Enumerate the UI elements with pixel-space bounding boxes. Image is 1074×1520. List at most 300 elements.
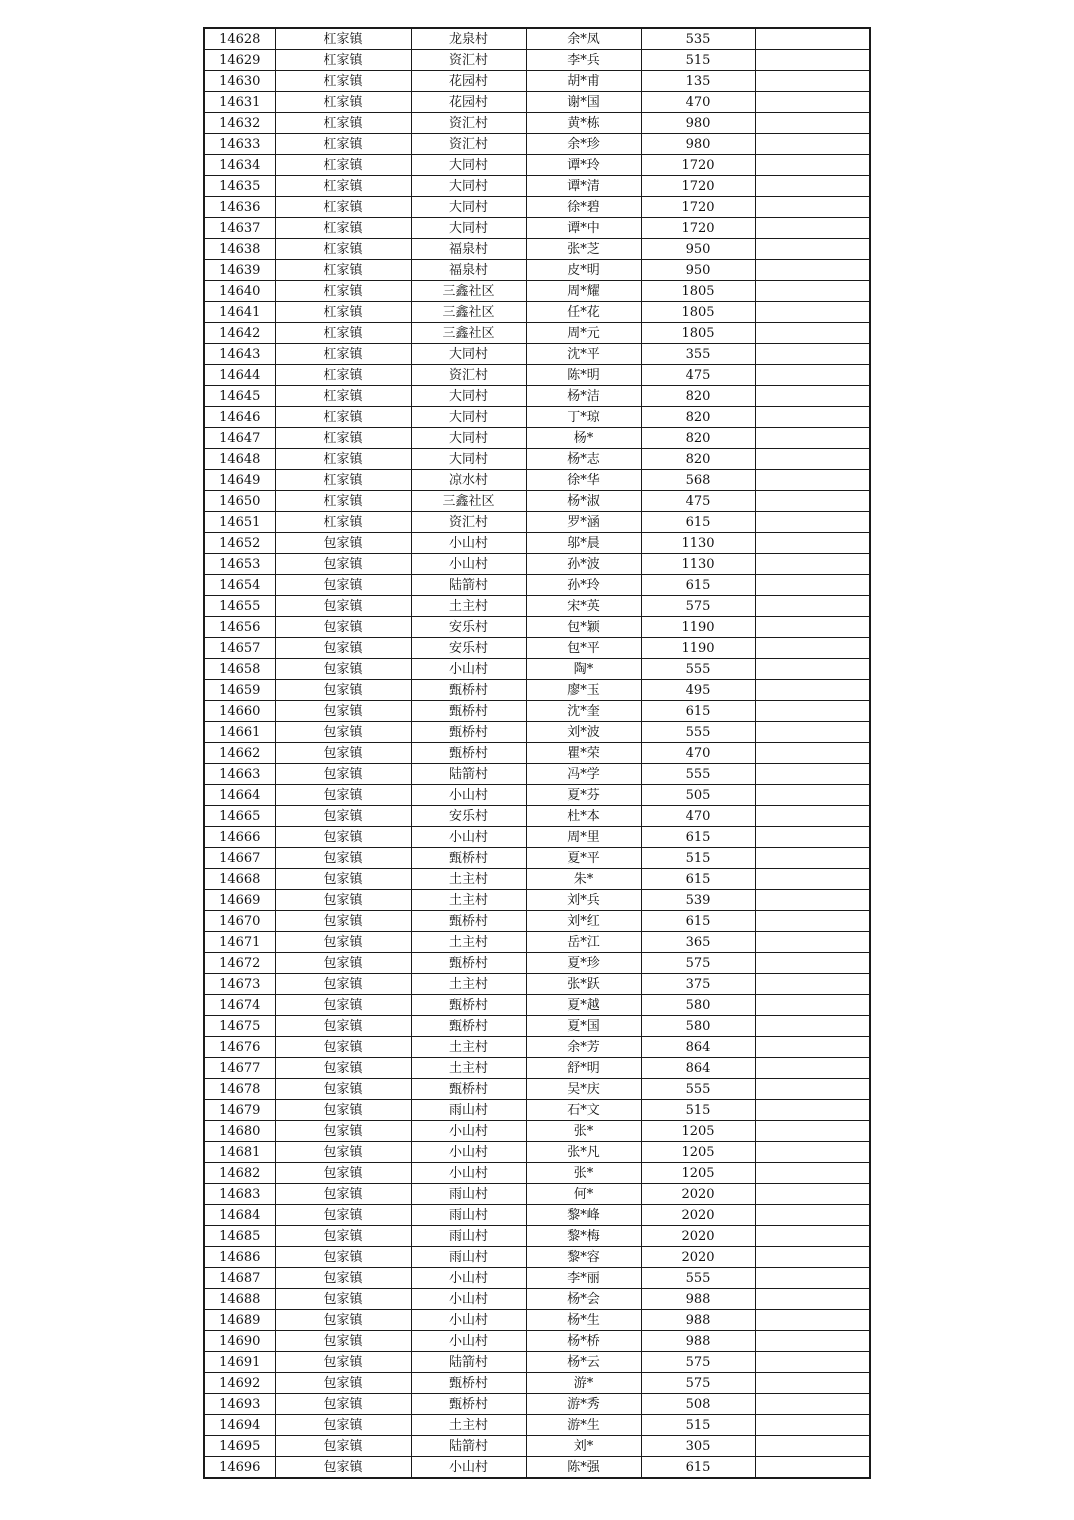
township-cell: 包家镇 — [275, 785, 411, 806]
serial-number-cell: 14651 — [204, 512, 275, 533]
name-cell: 廖*玉 — [526, 680, 641, 701]
name-cell: 李*丽 — [526, 1268, 641, 1289]
township-cell: 杠家镇 — [275, 281, 411, 302]
serial-number-cell: 14630 — [204, 71, 275, 92]
table-row — [204, 1268, 870, 1289]
village-cell: 资汇村 — [411, 50, 526, 71]
village-cell: 安乐村 — [411, 617, 526, 638]
township-cell: 包家镇 — [275, 617, 411, 638]
note-cell — [755, 848, 870, 869]
note-cell — [755, 995, 870, 1016]
note-cell — [755, 1415, 870, 1436]
township-cell: 包家镇 — [275, 1142, 411, 1163]
note-cell — [755, 974, 870, 995]
amount-cell: 615 — [641, 827, 755, 848]
serial-number-cell: 14682 — [204, 1163, 275, 1184]
amount-cell: 135 — [641, 71, 755, 92]
township-cell: 杠家镇 — [275, 176, 411, 197]
township-cell: 杠家镇 — [275, 344, 411, 365]
table-row — [204, 722, 870, 743]
note-cell — [755, 1142, 870, 1163]
serial-number-cell: 14678 — [204, 1079, 275, 1100]
township-cell: 杠家镇 — [275, 302, 411, 323]
name-cell: 杨*生 — [526, 1310, 641, 1331]
serial-number-cell: 14664 — [204, 785, 275, 806]
table-row — [204, 218, 870, 239]
township-cell: 包家镇 — [275, 1037, 411, 1058]
township-cell: 杠家镇 — [275, 28, 411, 50]
amount-cell: 580 — [641, 1016, 755, 1037]
township-cell: 包家镇 — [275, 554, 411, 575]
note-cell — [755, 407, 870, 428]
note-cell — [755, 953, 870, 974]
serial-number-cell: 14663 — [204, 764, 275, 785]
name-cell: 杨*云 — [526, 1352, 641, 1373]
serial-number-cell: 14649 — [204, 470, 275, 491]
township-cell: 杠家镇 — [275, 197, 411, 218]
table-row — [204, 1457, 870, 1479]
amount-cell: 555 — [641, 1268, 755, 1289]
note-cell — [755, 701, 870, 722]
note-cell — [755, 71, 870, 92]
village-cell: 土主村 — [411, 1037, 526, 1058]
note-cell — [755, 50, 870, 71]
name-cell: 夏*芬 — [526, 785, 641, 806]
village-cell: 土主村 — [411, 869, 526, 890]
note-cell — [755, 92, 870, 113]
amount-cell: 615 — [641, 512, 755, 533]
village-cell: 安乐村 — [411, 638, 526, 659]
table-row — [204, 239, 870, 260]
table-row — [204, 428, 870, 449]
table-row — [204, 869, 870, 890]
name-cell: 黎*峰 — [526, 1205, 641, 1226]
table-row — [204, 659, 870, 680]
village-cell: 甄桥村 — [411, 1079, 526, 1100]
name-cell: 朱* — [526, 869, 641, 890]
serial-number-cell: 14675 — [204, 1016, 275, 1037]
serial-number-cell: 14637 — [204, 218, 275, 239]
table-row — [204, 575, 870, 596]
township-cell: 包家镇 — [275, 1352, 411, 1373]
village-cell: 土主村 — [411, 974, 526, 995]
amount-cell: 515 — [641, 50, 755, 71]
serial-number-cell: 14679 — [204, 1100, 275, 1121]
township-cell: 杠家镇 — [275, 239, 411, 260]
serial-number-cell: 14687 — [204, 1268, 275, 1289]
amount-cell: 1205 — [641, 1163, 755, 1184]
table-row — [204, 113, 870, 134]
amount-cell: 1805 — [641, 302, 755, 323]
note-cell — [755, 491, 870, 512]
table-row — [204, 785, 870, 806]
name-cell: 夏*珍 — [526, 953, 641, 974]
note-cell — [755, 554, 870, 575]
name-cell: 杨*志 — [526, 449, 641, 470]
name-cell: 夏*越 — [526, 995, 641, 1016]
table-row — [204, 743, 870, 764]
village-cell: 陆箭村 — [411, 1436, 526, 1457]
name-cell: 杨* — [526, 428, 641, 449]
name-cell: 徐*碧 — [526, 197, 641, 218]
township-cell: 杠家镇 — [275, 155, 411, 176]
note-cell — [755, 1100, 870, 1121]
serial-number-cell: 14654 — [204, 575, 275, 596]
township-cell: 包家镇 — [275, 869, 411, 890]
table-row — [204, 827, 870, 848]
township-cell: 包家镇 — [275, 1457, 411, 1479]
village-cell: 小山村 — [411, 1331, 526, 1352]
amount-cell: 470 — [641, 806, 755, 827]
village-cell: 大同村 — [411, 155, 526, 176]
township-cell: 包家镇 — [275, 890, 411, 911]
amount-cell: 1720 — [641, 197, 755, 218]
township-cell: 包家镇 — [275, 1289, 411, 1310]
table-row — [204, 848, 870, 869]
name-cell: 丁*琼 — [526, 407, 641, 428]
name-cell: 包*颖 — [526, 617, 641, 638]
note-cell — [755, 1289, 870, 1310]
amount-cell: 1720 — [641, 155, 755, 176]
village-cell: 三鑫社区 — [411, 302, 526, 323]
serial-number-cell: 14694 — [204, 1415, 275, 1436]
serial-number-cell: 14689 — [204, 1310, 275, 1331]
township-cell: 杠家镇 — [275, 365, 411, 386]
name-cell: 刘*红 — [526, 911, 641, 932]
table-row — [204, 974, 870, 995]
table-row — [204, 386, 870, 407]
village-cell: 土主村 — [411, 1058, 526, 1079]
note-cell — [755, 1247, 870, 1268]
village-cell: 小山村 — [411, 827, 526, 848]
amount-cell: 1130 — [641, 554, 755, 575]
village-cell: 安乐村 — [411, 806, 526, 827]
village-cell: 雨山村 — [411, 1100, 526, 1121]
note-cell — [755, 344, 870, 365]
table-row — [204, 197, 870, 218]
name-cell: 张* — [526, 1121, 641, 1142]
serial-number-cell: 14645 — [204, 386, 275, 407]
village-cell: 小山村 — [411, 554, 526, 575]
note-cell — [755, 743, 870, 764]
table-row — [204, 533, 870, 554]
village-cell: 三鑫社区 — [411, 281, 526, 302]
table-row — [204, 911, 870, 932]
village-cell: 土主村 — [411, 596, 526, 617]
name-cell: 黎*容 — [526, 1247, 641, 1268]
serial-number-cell: 14648 — [204, 449, 275, 470]
amount-cell: 575 — [641, 1352, 755, 1373]
serial-number-cell: 14656 — [204, 617, 275, 638]
note-cell — [755, 260, 870, 281]
township-cell: 包家镇 — [275, 1331, 411, 1352]
note-cell — [755, 533, 870, 554]
table-row — [204, 953, 870, 974]
serial-number-cell: 14693 — [204, 1394, 275, 1415]
note-cell — [755, 1037, 870, 1058]
village-cell: 陆箭村 — [411, 575, 526, 596]
table-row — [204, 281, 870, 302]
village-cell: 土主村 — [411, 890, 526, 911]
table-row — [204, 596, 870, 617]
note-cell — [755, 113, 870, 134]
amount-cell: 508 — [641, 1394, 755, 1415]
amount-cell: 1130 — [641, 533, 755, 554]
village-cell: 陆箭村 — [411, 1352, 526, 1373]
name-cell: 谭*清 — [526, 176, 641, 197]
note-cell — [755, 449, 870, 470]
village-cell: 小山村 — [411, 1289, 526, 1310]
village-cell: 甄桥村 — [411, 911, 526, 932]
township-cell: 杠家镇 — [275, 113, 411, 134]
amount-cell: 1805 — [641, 323, 755, 344]
note-cell — [755, 617, 870, 638]
township-cell: 包家镇 — [275, 1058, 411, 1079]
township-cell: 包家镇 — [275, 701, 411, 722]
village-cell: 大同村 — [411, 176, 526, 197]
table-row — [204, 764, 870, 785]
table-row — [204, 134, 870, 155]
township-cell: 包家镇 — [275, 848, 411, 869]
village-cell: 土主村 — [411, 932, 526, 953]
name-cell: 岳*江 — [526, 932, 641, 953]
serial-number-cell: 14677 — [204, 1058, 275, 1079]
village-cell: 福泉村 — [411, 239, 526, 260]
amount-cell: 820 — [641, 428, 755, 449]
table-row — [204, 1226, 870, 1247]
name-cell: 谭*中 — [526, 218, 641, 239]
township-cell: 包家镇 — [275, 827, 411, 848]
village-cell: 大同村 — [411, 407, 526, 428]
amount-cell: 615 — [641, 575, 755, 596]
table-row — [204, 512, 870, 533]
note-cell — [755, 218, 870, 239]
name-cell: 宋*英 — [526, 596, 641, 617]
amount-cell: 615 — [641, 701, 755, 722]
table-row — [204, 28, 870, 50]
serial-number-cell: 14639 — [204, 260, 275, 281]
table-row — [204, 1016, 870, 1037]
village-cell: 大同村 — [411, 428, 526, 449]
township-cell: 包家镇 — [275, 1268, 411, 1289]
note-cell — [755, 281, 870, 302]
amount-cell: 355 — [641, 344, 755, 365]
village-cell: 大同村 — [411, 344, 526, 365]
amount-cell: 580 — [641, 995, 755, 1016]
township-cell: 杠家镇 — [275, 449, 411, 470]
table-row — [204, 344, 870, 365]
township-cell: 杠家镇 — [275, 71, 411, 92]
note-cell — [755, 638, 870, 659]
amount-cell: 475 — [641, 491, 755, 512]
name-cell: 周*耀 — [526, 281, 641, 302]
village-cell: 土主村 — [411, 1415, 526, 1436]
amount-cell: 575 — [641, 596, 755, 617]
amount-cell: 988 — [641, 1289, 755, 1310]
village-cell: 龙泉村 — [411, 28, 526, 50]
name-cell: 游*生 — [526, 1415, 641, 1436]
serial-number-cell: 14635 — [204, 176, 275, 197]
serial-number-cell: 14674 — [204, 995, 275, 1016]
note-cell — [755, 134, 870, 155]
serial-number-cell: 14666 — [204, 827, 275, 848]
amount-cell: 988 — [641, 1331, 755, 1352]
township-cell: 包家镇 — [275, 722, 411, 743]
township-cell: 杠家镇 — [275, 491, 411, 512]
note-cell — [755, 806, 870, 827]
name-cell: 刘*兵 — [526, 890, 641, 911]
township-cell: 包家镇 — [275, 1100, 411, 1121]
township-cell: 包家镇 — [275, 1016, 411, 1037]
township-cell: 杠家镇 — [275, 428, 411, 449]
note-cell — [755, 1373, 870, 1394]
village-cell: 甄桥村 — [411, 743, 526, 764]
serial-number-cell: 14670 — [204, 911, 275, 932]
village-cell: 花园村 — [411, 71, 526, 92]
serial-number-cell: 14644 — [204, 365, 275, 386]
amount-cell: 864 — [641, 1037, 755, 1058]
village-cell: 大同村 — [411, 386, 526, 407]
amount-cell: 535 — [641, 28, 755, 50]
name-cell: 周*里 — [526, 827, 641, 848]
table-row — [204, 449, 870, 470]
serial-number-cell: 14633 — [204, 134, 275, 155]
village-cell: 甄桥村 — [411, 953, 526, 974]
name-cell: 包*平 — [526, 638, 641, 659]
township-cell: 包家镇 — [275, 932, 411, 953]
serial-number-cell: 14638 — [204, 239, 275, 260]
serial-number-cell: 14657 — [204, 638, 275, 659]
village-cell: 甄桥村 — [411, 722, 526, 743]
note-cell — [755, 1205, 870, 1226]
table-row — [204, 1163, 870, 1184]
amount-cell: 515 — [641, 848, 755, 869]
serial-number-cell: 14650 — [204, 491, 275, 512]
table-row — [204, 407, 870, 428]
township-cell: 杠家镇 — [275, 386, 411, 407]
note-cell — [755, 1079, 870, 1100]
note-cell — [755, 365, 870, 386]
amount-cell: 555 — [641, 659, 755, 680]
township-cell: 包家镇 — [275, 533, 411, 554]
note-cell — [755, 827, 870, 848]
amount-cell: 515 — [641, 1100, 755, 1121]
serial-number-cell: 14629 — [204, 50, 275, 71]
serial-number-cell: 14684 — [204, 1205, 275, 1226]
village-cell: 资汇村 — [411, 134, 526, 155]
township-cell: 包家镇 — [275, 743, 411, 764]
serial-number-cell: 14631 — [204, 92, 275, 113]
village-cell: 雨山村 — [411, 1205, 526, 1226]
amount-cell: 505 — [641, 785, 755, 806]
amount-cell: 980 — [641, 134, 755, 155]
township-cell: 包家镇 — [275, 1163, 411, 1184]
serial-number-cell: 14661 — [204, 722, 275, 743]
table-row — [204, 1142, 870, 1163]
amount-cell: 980 — [641, 113, 755, 134]
name-cell: 谭*玲 — [526, 155, 641, 176]
serial-number-cell: 14692 — [204, 1373, 275, 1394]
table-row — [204, 701, 870, 722]
table-row — [204, 1436, 870, 1457]
name-cell: 黎*梅 — [526, 1226, 641, 1247]
name-cell: 沈*奎 — [526, 701, 641, 722]
village-cell: 雨山村 — [411, 1247, 526, 1268]
name-cell: 李*兵 — [526, 50, 641, 71]
table-row — [204, 1331, 870, 1352]
table-row — [204, 1373, 870, 1394]
township-cell: 杠家镇 — [275, 134, 411, 155]
table-row — [204, 1100, 870, 1121]
serial-number-cell: 14673 — [204, 974, 275, 995]
serial-number-cell: 14647 — [204, 428, 275, 449]
amount-cell: 575 — [641, 953, 755, 974]
serial-number-cell: 14696 — [204, 1457, 275, 1479]
table-row — [204, 890, 870, 911]
note-cell — [755, 1457, 870, 1479]
note-cell — [755, 155, 870, 176]
serial-number-cell: 14646 — [204, 407, 275, 428]
amount-cell: 950 — [641, 239, 755, 260]
note-cell — [755, 680, 870, 701]
name-cell: 沈*平 — [526, 344, 641, 365]
amount-cell: 2020 — [641, 1205, 755, 1226]
name-cell: 陈*明 — [526, 365, 641, 386]
village-cell: 小山村 — [411, 533, 526, 554]
amount-cell: 2020 — [641, 1247, 755, 1268]
table-row — [204, 932, 870, 953]
table-row — [204, 1289, 870, 1310]
name-cell: 杨*洁 — [526, 386, 641, 407]
village-cell: 小山村 — [411, 1457, 526, 1479]
village-cell: 甄桥村 — [411, 848, 526, 869]
serial-number-cell: 14628 — [204, 28, 275, 50]
village-cell: 甄桥村 — [411, 995, 526, 1016]
table-row — [204, 1205, 870, 1226]
township-cell: 包家镇 — [275, 806, 411, 827]
township-cell: 杠家镇 — [275, 50, 411, 71]
township-cell: 包家镇 — [275, 974, 411, 995]
note-cell — [755, 869, 870, 890]
serial-number-cell: 14665 — [204, 806, 275, 827]
data-table — [203, 27, 871, 1479]
amount-cell: 555 — [641, 764, 755, 785]
table-row — [204, 617, 870, 638]
township-cell: 包家镇 — [275, 1226, 411, 1247]
township-cell: 包家镇 — [275, 1079, 411, 1100]
amount-cell: 1205 — [641, 1121, 755, 1142]
village-cell: 甄桥村 — [411, 701, 526, 722]
village-cell: 资汇村 — [411, 365, 526, 386]
table-row — [204, 302, 870, 323]
township-cell: 包家镇 — [275, 596, 411, 617]
name-cell: 张*芝 — [526, 239, 641, 260]
serial-number-cell: 14643 — [204, 344, 275, 365]
township-cell: 包家镇 — [275, 995, 411, 1016]
note-cell — [755, 428, 870, 449]
serial-number-cell: 14636 — [204, 197, 275, 218]
table-row — [204, 491, 870, 512]
table-row — [204, 92, 870, 113]
village-cell: 福泉村 — [411, 260, 526, 281]
name-cell: 夏*平 — [526, 848, 641, 869]
table-row — [204, 365, 870, 386]
village-cell: 大同村 — [411, 197, 526, 218]
table-row — [204, 1079, 870, 1100]
table-row — [204, 1037, 870, 1058]
table-row — [204, 1058, 870, 1079]
name-cell: 黄*栋 — [526, 113, 641, 134]
